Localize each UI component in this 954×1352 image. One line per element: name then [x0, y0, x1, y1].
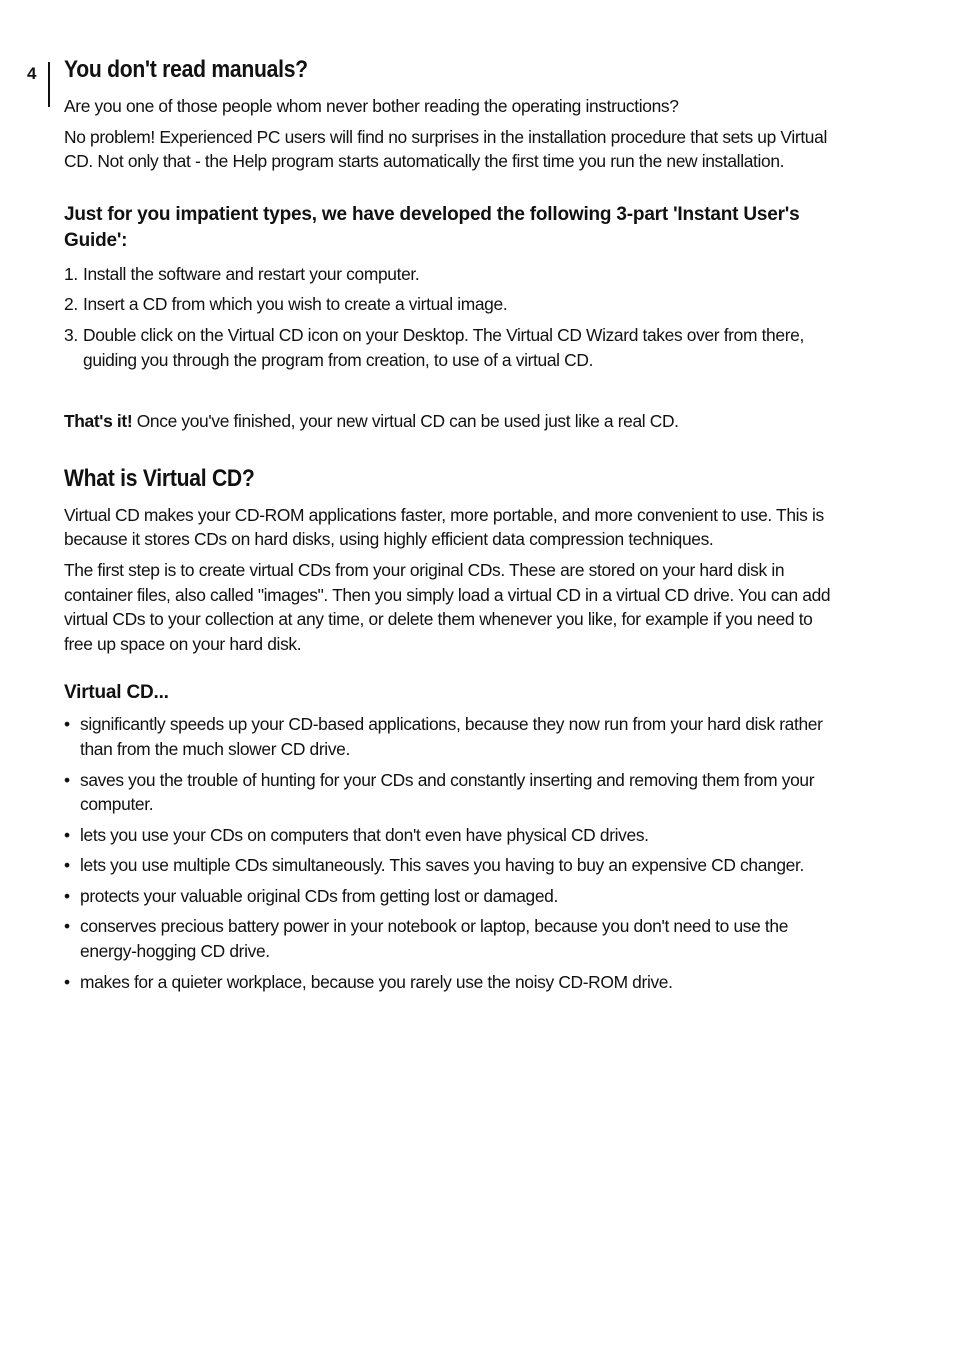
list-item	[64, 853, 834, 878]
step-text: Double click on the Virtual CD icon on your Desktop. The Virtual CD Wizard takes over from there, guiding you through the program from creation, to use of a virtual CD.	[83, 324, 804, 370]
bullet-text: conserves precious battery power in your notebook or laptop, because you don't need to use the energy-hogging CD drive.	[80, 916, 789, 962]
bullet-marker: •	[64, 714, 70, 735]
intro-paragraph: Are you one of those people whom never bother reading the operating instructions?	[64, 96, 679, 116]
bullet-marker: •	[64, 885, 70, 906]
list-item	[64, 914, 834, 963]
closing-bold-text: That's it!	[64, 411, 133, 432]
list-item	[64, 323, 834, 372]
page-number: 4	[27, 64, 37, 83]
no-problem-paragraph: No problem! Experienced PC users will find no surprises in the installation procedure that sets up Virtual CD. Not only that - the Help program starts automatically the first time you run the new installation.	[64, 126, 827, 172]
closing-paragraph	[64, 409, 834, 434]
bullet-text: saves you the trouble of hunting for your CDs and constantly inserting and removing them from your computer.	[80, 769, 815, 815]
bullet-marker: •	[64, 916, 70, 937]
what-is-paragraph-2: The first step is to create virtual CDs from your original CDs. These are stored on your hard disk in container files, also called "images". Then you simply load a virtual CD in a virtual CD drive. You can add virtual CDs to your collection at any time, or delete them whenever you like, for example if you need to free up space on your hard disk.	[64, 559, 831, 654]
bullet-text: lets you use multiple CDs simultaneously. This saves you having to buy an expensive CD changer.	[80, 855, 804, 876]
section-title-manuals: You don't read manuals?	[64, 56, 308, 83]
section-title-what-is: What is Virtual CD?	[64, 464, 255, 492]
step-number: 2.	[64, 294, 78, 315]
features-heading: Virtual CD...	[64, 682, 169, 704]
page-content	[64, 56, 834, 1000]
bullet-text: protects your valuable original CDs from getting lost or damaged.	[80, 885, 558, 906]
list-item	[64, 823, 834, 848]
list-item	[64, 262, 834, 287]
margin-rule	[48, 62, 50, 107]
bullet-text: makes for a quieter workplace, because you rarely use the noisy CD-ROM drive.	[80, 971, 673, 992]
bullet-text: significantly speeds up your CD-based applications, because they now run from your hard disk rather than from the much slower CD drive.	[80, 714, 823, 759]
bullet-text: lets you use your CDs on computers that don't even have physical CD drives.	[80, 824, 649, 845]
step-text: Insert a CD from which you wish to create a virtual image.	[83, 294, 508, 315]
list-item	[64, 292, 834, 317]
bullet-marker: •	[64, 769, 70, 790]
features-list	[64, 712, 834, 994]
list-item	[64, 970, 834, 995]
step-number: 3.	[64, 324, 78, 345]
instant-guide-steps	[64, 262, 834, 372]
instant-guide-heading: Just for you impatient types, we have developed the following 3-part 'Instant User's Guide':	[64, 203, 800, 251]
list-item	[64, 884, 834, 909]
closing-text: Once you've finished, your new virtual CD can be used just like a real CD.	[132, 411, 679, 432]
bullet-marker: •	[64, 971, 70, 992]
list-item	[64, 712, 834, 761]
step-number: 1.	[64, 263, 78, 284]
what-is-paragraph-1: Virtual CD makes your CD-ROM applications faster, more portable, and more convenient to use. This is because it stores CDs on hard disks, using highly efficient data compression techniques.	[64, 504, 824, 550]
bullet-marker: •	[64, 855, 70, 876]
list-item	[64, 768, 834, 817]
step-text: Install the software and restart your computer.	[83, 263, 420, 284]
bullet-marker: •	[64, 824, 70, 845]
